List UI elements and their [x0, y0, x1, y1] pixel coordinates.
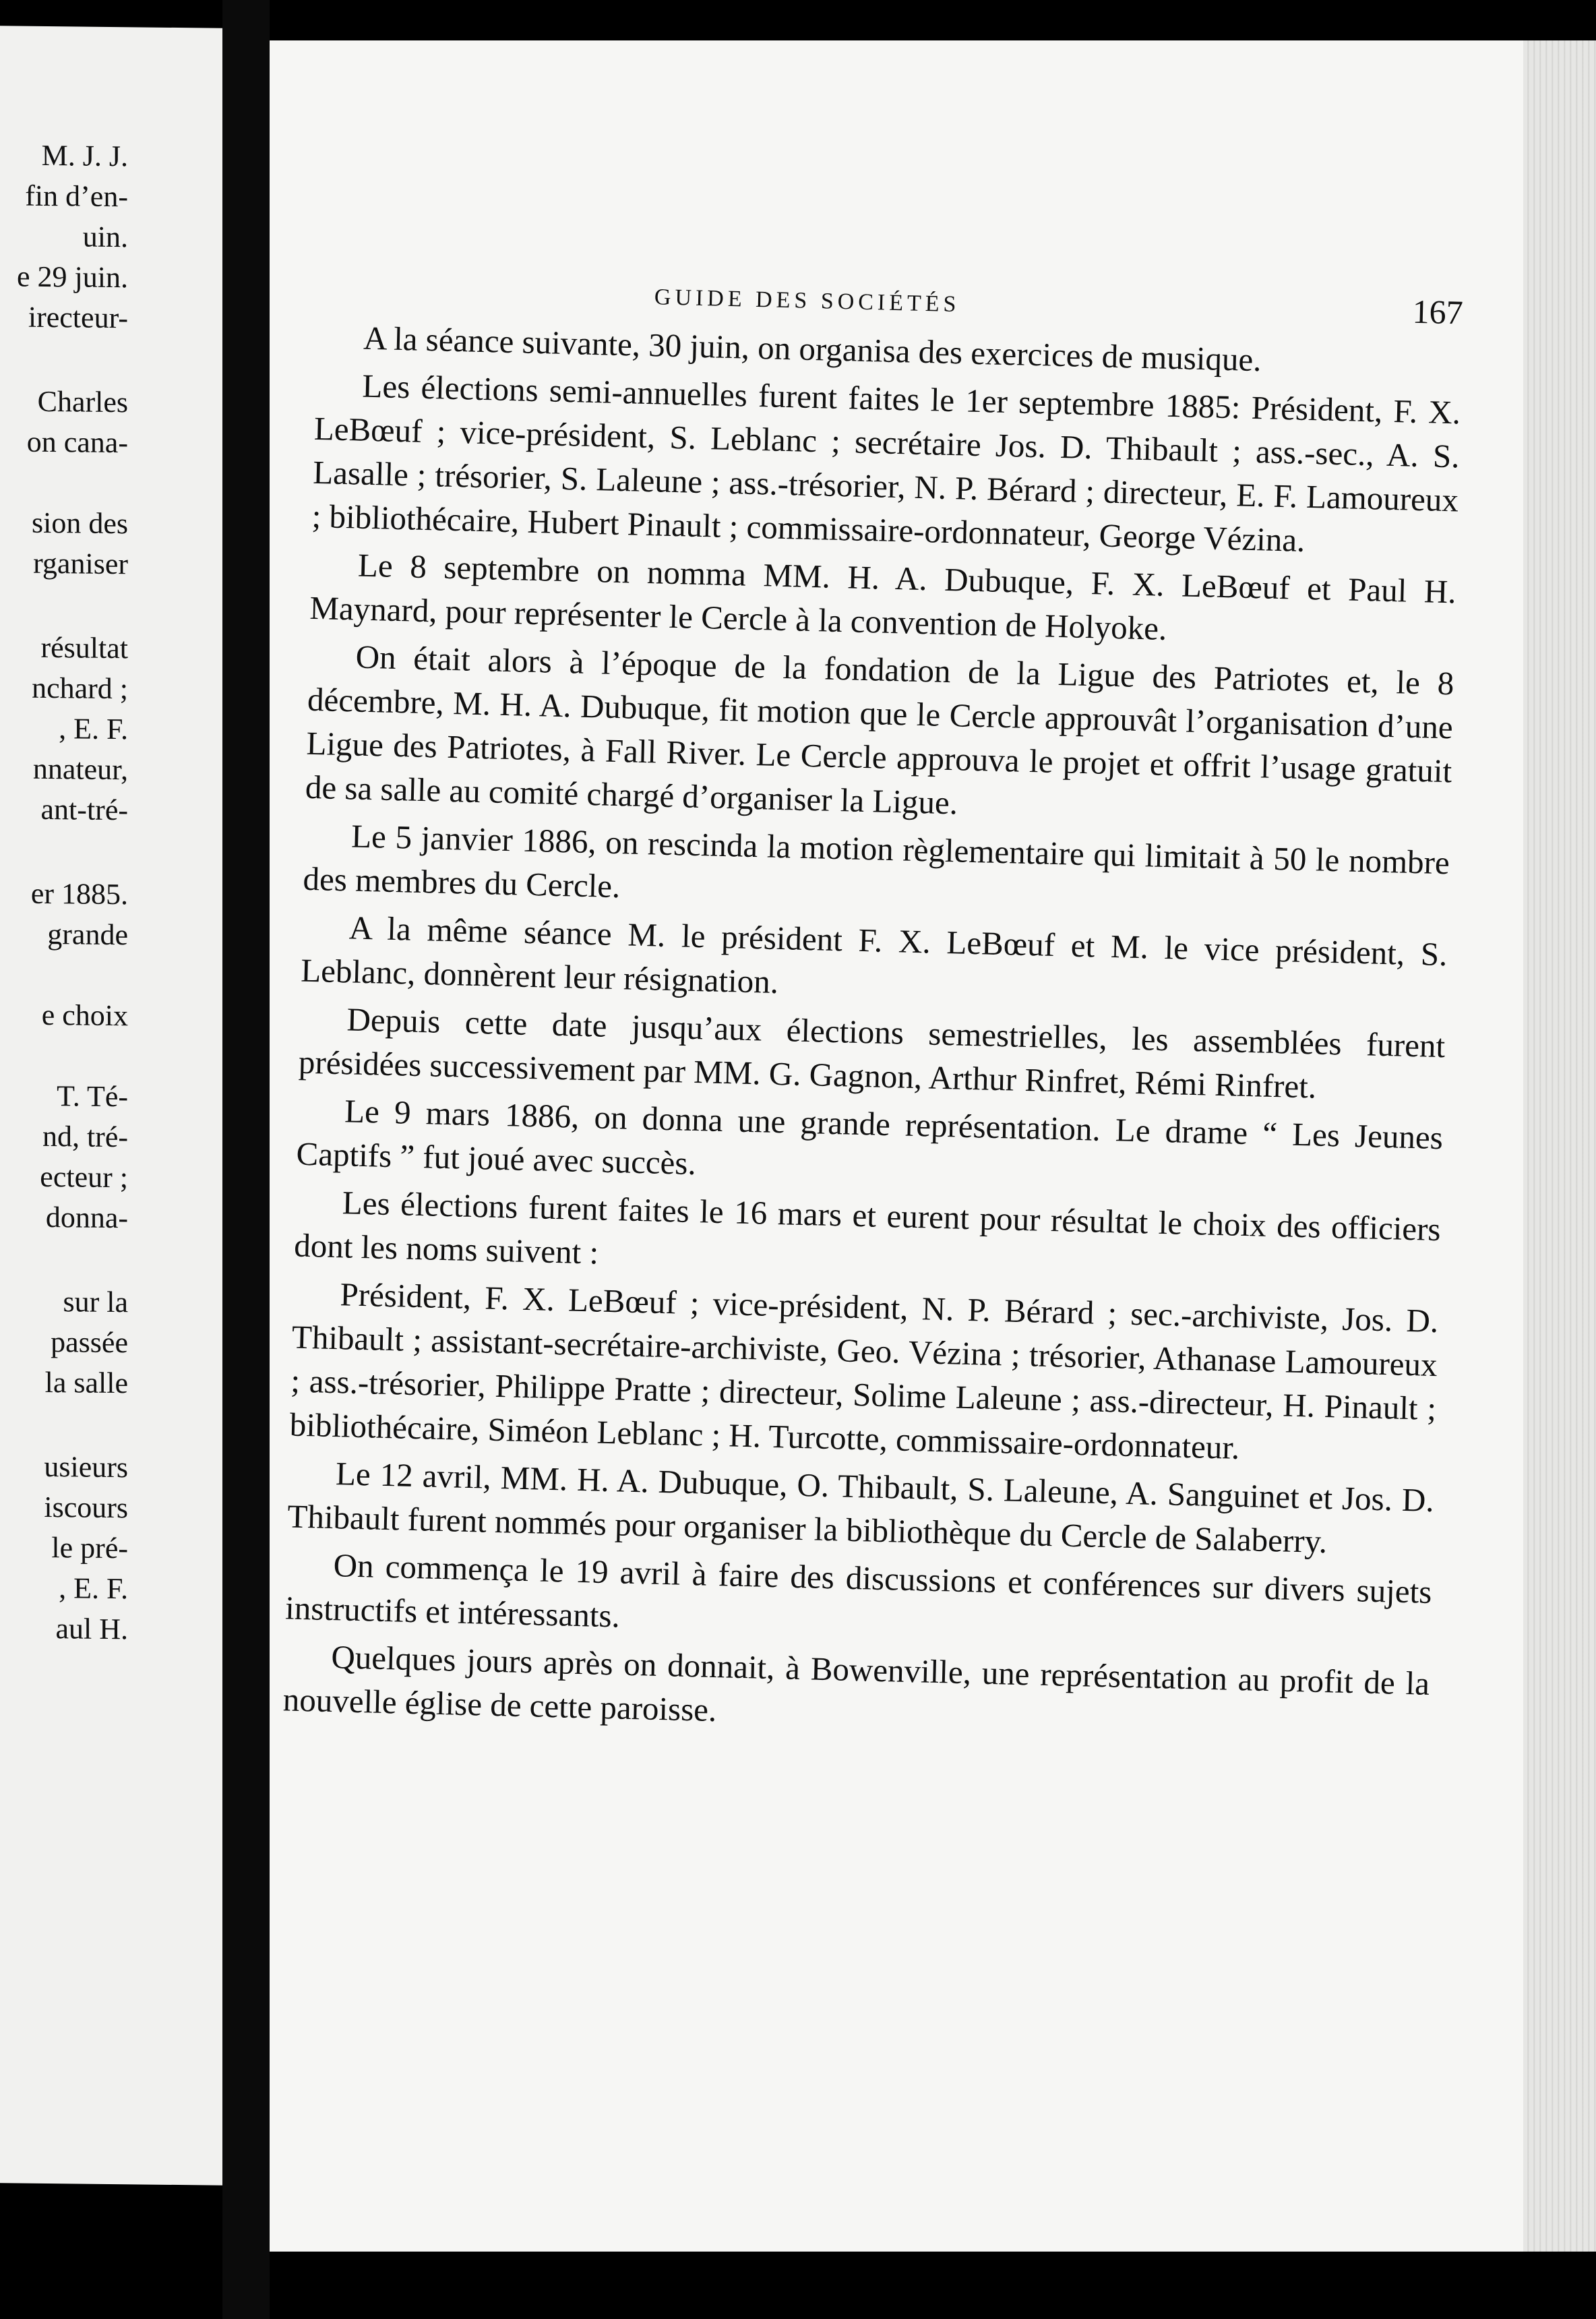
book-gutter	[222, 0, 270, 2319]
left-page-line: rganiser	[33, 546, 128, 581]
left-page-line: ant-tré-	[40, 792, 128, 827]
paragraph: Quelques jours après on donnait, à Bowenville, une représentation au profit de la nouvelle église de cette paroisse.	[282, 1638, 1430, 1729]
left-page-line: donna-	[45, 1200, 128, 1235]
paragraph: Le 5 janvier 1886, on rescinda la motion règlementaire qui limitait à 50 le nombre des membres du Cercle.	[303, 817, 1450, 905]
paragraph: Le 8 septembre on nomma MM. H. A. Dubuque, F. X. LeBœuf et Paul H. Maynard, pour représenter le Cercle à la convention de Holyoke.	[309, 546, 1457, 647]
left-page-line: M. J. J.	[41, 138, 128, 173]
paragraph: On était alors à l’époque de la fondation de la Ligue des Patriotes et, le 8 décembre, M. H. A. Dubuque, fit motion que le Cercle approuvât l’organisation d’une Ligue des Patriotes, à Fall River. Le Cercle approuva le projet et offrit l’usage gratuit de sa salle au comité chargé d’organiser la Ligue.	[305, 638, 1454, 822]
left-page-line: , E. F.	[59, 1571, 128, 1606]
left-page-line: e 29 juin.	[17, 260, 128, 295]
paragraph: Les élections furent faites le 16 mars et eurent pour résultat le choix des officiers dont les noms suivent :	[293, 1184, 1442, 1271]
paragraph: Le 12 avril, MM. H. A. Dubuque, O. Thibault, S. Laleune, A. Sanguinet et Jos. D. Thibault furent nommés pour organiser la bibliothèque du Cercle de Salaberry.	[286, 1455, 1435, 1561]
left-page-line: aul H.	[55, 1612, 128, 1646]
paragraph: Président, F. X. LeBœuf ; vice-président, N. P. Bérard ; sec.-archiviste, Jos. D. Thibault ; assistant-secrétaire-archiviste, Geo. Vézina ; trésorier, Athanase Lamoureux ; ass.-trésorier, Philippe Pratte ; directeur, Solime Laleune ; ass.-directeur, H. Pinault ; bibliothécaire, Siméon Leblanc ; H. Turcotte, commissaire-ordonnateur.	[289, 1275, 1439, 1466]
left-page-line: le pré-	[51, 1531, 128, 1565]
left-page-line: sion des	[32, 506, 128, 541]
paragraph: A la séance suivante, 30 juin, on organisa des exercices de musique.	[363, 319, 1262, 379]
left-page-line: irecteur-	[28, 300, 128, 335]
page-edges	[1523, 40, 1596, 2252]
left-page-line: passée	[51, 1325, 128, 1360]
left-page-line: Charles	[37, 384, 128, 419]
paragraph: Les élections semi-annuelles furent faites le 1er septembre 1885: Président, F. X. LeBœuf ; vice-président, S. Leblanc ; secrétaire Jos. D. Thibault ; ass.-sec., A. S. Lasalle ; trésorier, S. Laleune ; ass.-trésorier, N. P. Bérard ; directeur, E. F. Lamoureux ; bibliothécaire, Hubert Pinault ; commissaire-ordonnateur, George Vézina.	[311, 367, 1461, 559]
left-facing-page	[0, 26, 222, 2185]
page-text-block	[282, 263, 1464, 1753]
running-head: GUIDE DES SOCIÉTÉS	[654, 284, 960, 318]
paragraph: Le 9 mars 1886, on donna une grande représentation. Le drame “ Les Jeunes Captifs ” fut joué avec succès.	[296, 1092, 1444, 1182]
left-page-line: nd, tré-	[42, 1119, 128, 1154]
left-page-line: nchard ;	[32, 671, 128, 706]
left-page-line: T. Té-	[57, 1079, 128, 1114]
left-page-line: résultat	[40, 630, 128, 665]
left-page-line: er 1885.	[30, 876, 128, 911]
page-number: 167	[1412, 292, 1464, 332]
paragraph: On commença le 19 avril à faire des discussions et conférences sur divers sujets instructifs et intéressants.	[284, 1546, 1432, 1635]
left-page-line: sur la	[63, 1285, 128, 1319]
left-page-line: fin d’en-	[25, 179, 128, 214]
left-page-line: uin.	[82, 220, 128, 254]
left-page-line: usieurs	[44, 1449, 128, 1484]
left-page-line: , E. F.	[59, 712, 128, 746]
left-page-line: ecteur ;	[40, 1160, 128, 1195]
left-page-line: iscours	[44, 1490, 128, 1525]
paragraph: A la même séance M. le président F. X. LeBœuf et M. le vice président, S. Leblanc, donnèrent leur résignation.	[300, 909, 1448, 1000]
left-page-line: nnateur,	[32, 752, 128, 787]
paragraph: Depuis cette date jusqu’aux élections semestrielles, les assemblées furent présidées successivement par MM. G. Gagnon, Arthur Rinfret, Rémi Rinfret.	[298, 1000, 1446, 1106]
left-page-line: la salle	[44, 1365, 128, 1400]
left-page-line: e choix	[41, 998, 128, 1033]
left-page-line: on cana-	[26, 425, 128, 460]
right-page	[270, 40, 1596, 2252]
left-page-line: grande	[47, 917, 128, 952]
